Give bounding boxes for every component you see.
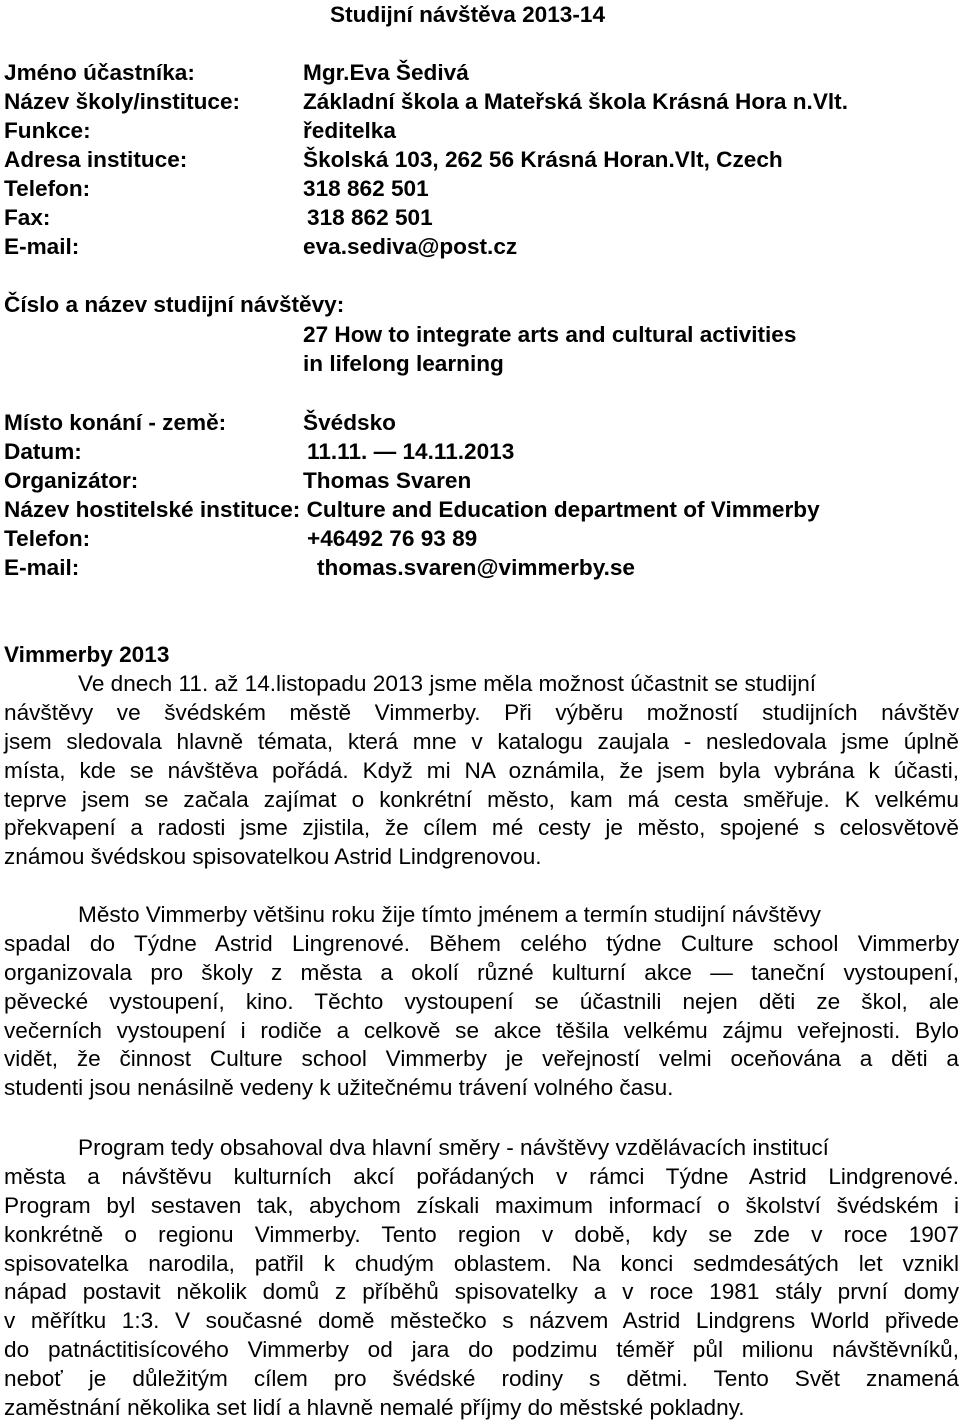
school-label: Název školy/instituce: — [4, 89, 241, 114]
school-value: Základní škola a Mateřská škola Krásná Hora n.Vlt. — [303, 89, 848, 114]
role-label: Funkce: — [4, 118, 91, 143]
host-phone-row — [4, 524, 478, 553]
paragraph-line: vidět, že činnost Culture school Vimmerby je veřejností velmi oceňována a děti a — [4, 1046, 959, 1072]
paragraph-line: Město Vimmerby většinu roku žije tímto jménem a termín studijní návštěvy — [78, 902, 821, 927]
organizer-value: Thomas Svaren — [303, 468, 472, 493]
paragraph-line: v měřítku 1:3. V současné domě městečko s názvem Astrid Lindgrens World přivede — [4, 1308, 959, 1334]
paragraph-line: překvapení a radosti jsme zjistila, že cílem mé cesty je město, spojené s celosvětově — [4, 815, 959, 841]
date-label: Datum: — [4, 439, 82, 464]
paragraph-line: známou švédskou spisovatelkou Astrid Lindgrenovou. — [4, 844, 542, 870]
school-row — [4, 87, 848, 116]
paragraph-line: Program tedy obsahoval dva hlavní směry - návštěvy vzdělávacích institucí — [78, 1135, 829, 1160]
paragraph-line: jsem sledovala hlavně témata, která mne v katalogu zaujala - nesledovala jsme úplně — [4, 728, 959, 754]
host-email-row — [4, 553, 635, 582]
participant-name-label: Jméno účastníka: — [4, 60, 195, 85]
visit-title-line2: in lifelong learning — [303, 351, 504, 376]
role-value: ředitelka — [303, 118, 396, 143]
paragraph-line: Ve dnech 11. až 14.listopadu 2013 jsme měla možnost účastnit se studijní — [78, 671, 817, 696]
phone-row — [4, 174, 429, 203]
paragraph-line: pěvecké vystoupení, kino. Těchto vystoupení se účastnili nejen děti ze škol, ale — [4, 988, 959, 1014]
visit-number-label: Číslo a název studijní návštěvy: — [4, 292, 345, 317]
organizer-row — [4, 466, 472, 495]
fax-label: Fax: — [4, 205, 51, 230]
paragraph-line: místa, kde se návštěva pořádá. Když mi NA oznámila, že jsem byla vybrána k účasti, — [4, 757, 959, 783]
host-email-label: E-mail: — [4, 555, 80, 580]
email-row — [4, 232, 518, 261]
organizer-label: Organizátor: — [4, 468, 139, 493]
paragraph-line: návštěvy ve švédském městě Vimmerby. Při výběru možností studijních návštěv — [4, 699, 959, 725]
participant-name-row — [4, 58, 469, 87]
paragraph-line: nápad postavit několik domů z příběhů spisovatelky a v roce 1981 stály první domy — [4, 1279, 959, 1305]
page-title: Studijní návštěva 2013-14 — [330, 2, 606, 27]
role-row — [4, 116, 396, 145]
place-label: Místo konání - země: — [4, 410, 227, 435]
paragraph-line: teprve jsem se začala zajímat o konkrétní město, kam má cesta směřuje. K velkému — [4, 786, 959, 812]
phone-label: Telefon: — [4, 176, 91, 201]
paragraph-line: do patnáctitisícového Vimmerby od jara do podzimu téměř půl milionu návštěvníků, — [4, 1337, 959, 1363]
paragraph-line: studenti jsou nenásilně vedeny k užitečnému trávení volného času. — [4, 1075, 674, 1101]
fax-value: 318 862 501 — [307, 205, 433, 230]
place-row — [4, 408, 396, 437]
report-paragraph-2 — [4, 901, 959, 1103]
place-value: Švédsko — [303, 410, 396, 435]
paragraph-line: města a návštěvu kulturních akcí pořádaných v rámci Týdne Astrid Lindgrenové. — [4, 1163, 959, 1189]
report-heading: Vimmerby 2013 — [4, 642, 170, 667]
address-row — [4, 145, 783, 174]
paragraph-line: spisovatelka narodila, patřil k chudým oblastem. Na konci sedmdesátých let vznikl — [4, 1250, 959, 1276]
paragraph-line: spadal do Týdne Astrid Lingrenové. Během celého týdne Culture school Vimmerby — [4, 930, 959, 956]
paragraph-line: zaměstnání několika set lidí a hlavně nemalé příjmy do městské pokladny. — [4, 1395, 745, 1421]
address-label: Adresa instituce: — [4, 147, 188, 172]
report-paragraph-3 — [4, 1134, 959, 1423]
paragraph-line: večerních vystoupení i rodiče a celkově se akce těšila velkému zájmu veřejnosti. Bylo — [4, 1017, 959, 1043]
email-value[interactable]: eva.sediva@post.cz — [303, 234, 518, 259]
address-value: Školská 103, 262 56 Krásná Horan.Vlt, Czech — [303, 147, 783, 172]
fax-row — [4, 203, 433, 232]
host-phone-value: +46492 76 93 89 — [307, 526, 478, 551]
host-institution: Název hostitelské instituce: Culture and Education department of Vimmerby — [4, 497, 820, 522]
phone-value: 318 862 501 — [303, 176, 429, 201]
paragraph-line: konkrétně o regionu Vimmerby. Tento region v době, kdy se zde v roce 1907 — [4, 1221, 959, 1247]
email-label: E-mail: — [4, 234, 80, 259]
paragraph-line: organizovala pro školy z města a okolí různé kulturní akce — taneční vystoupení, — [4, 959, 959, 985]
paragraph-line: Program byl sestaven tak, abychom získali maximum informací o školství švédském i — [4, 1192, 959, 1218]
participant-name-value: Mgr.Eva Šedivá — [303, 60, 469, 85]
host-email-value[interactable]: thomas.svaren@vimmerby.se — [317, 555, 635, 580]
host-phone-label: Telefon: — [4, 526, 91, 551]
visit-title-line1: 27 How to integrate arts and cultural activities — [303, 322, 797, 347]
report-paragraph-1 — [4, 670, 959, 872]
date-row — [4, 437, 515, 466]
paragraph-line: neboť je důležitým cílem pro švédské rodiny s dětmi. Tento Svět znamená — [4, 1366, 959, 1392]
date-value: 11.11. — 14.11.2013 — [307, 439, 515, 464]
